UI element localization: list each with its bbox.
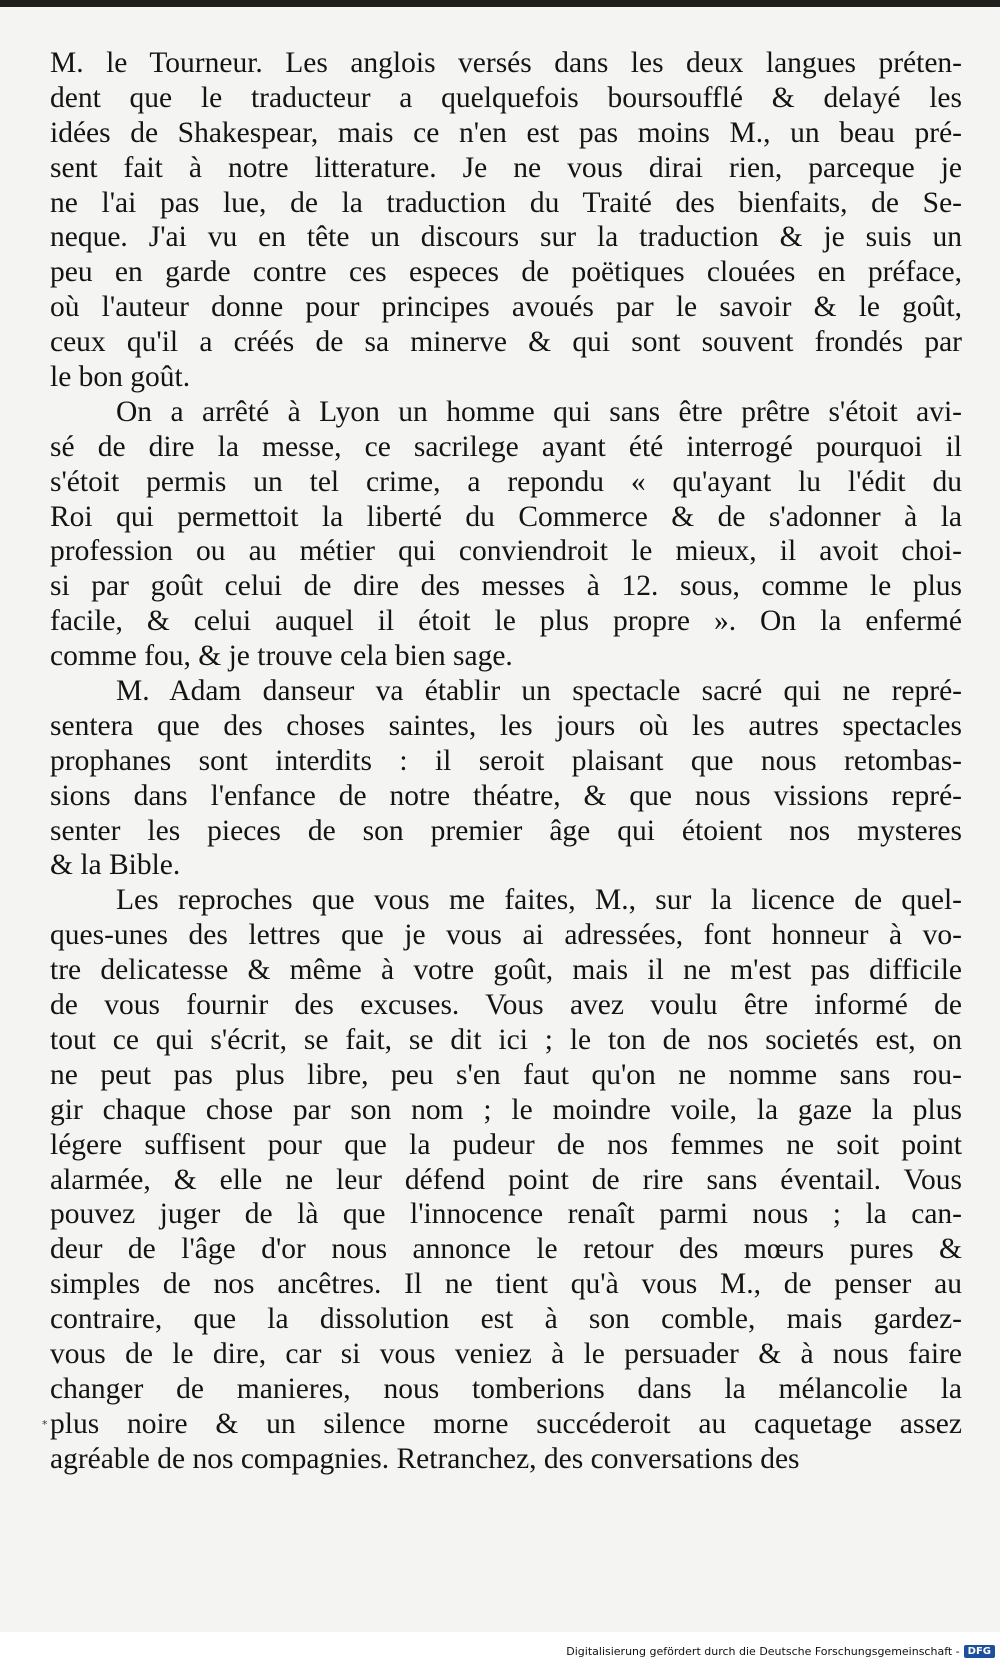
text-line: idées de Shakespear, mais ce n'en est pas moins M., un beau pré- xyxy=(50,116,962,149)
text-line: On a arrêté à Lyon un homme qui sans être prêtre s'étoit avi- xyxy=(116,395,962,428)
text-line: changer de manieres, nous tomberions dans la mélancolie la xyxy=(50,1372,962,1405)
paragraph xyxy=(50,46,962,395)
text-line: plus noire & un silence morne succéderoit au caquetage assez xyxy=(50,1407,962,1440)
text-line: ne l'ai pas lue, de la traduction du Traité des bienfaits, de Se- xyxy=(50,186,962,219)
paragraph xyxy=(50,395,962,674)
text-line: tout ce qui s'écrit, se fait, se dit ici ; le ton de nos societés est, on xyxy=(50,1023,962,1056)
text-line: Les reproches que vous me faites, M., sur la licence de quel- xyxy=(116,884,962,917)
text-line: s'étoit permis un tel crime, a repondu « qu'ayant lu l'édit du xyxy=(50,465,962,498)
text-line: Roi qui permettoit la liberté du Commerce & de s'adonner à la xyxy=(50,500,962,533)
text-line: le bon goût. xyxy=(50,361,191,394)
text-line: de vous fournir des excuses. Vous avez voulu être informé de xyxy=(50,989,962,1022)
text-line: neque. J'ai vu en tête un discours sur la traduction & je suis un xyxy=(50,221,962,254)
text-line: peu en garde contre ces especes de poëtiques clouées en préface, xyxy=(50,256,962,289)
text-line: simples de nos ancêtres. Il ne tient qu'à vous M., de penser au xyxy=(50,1268,962,1301)
text-line: senter les pieces de son premier âge qui étoient nos mysteres xyxy=(50,814,962,847)
text-line: facile, & celui auquel il étoit le plus propre ». On la enfermé xyxy=(50,605,962,638)
text-line: sé de dire la messe, ce sacrilege ayant été interrogé pourquoi il xyxy=(50,430,962,463)
paragraph xyxy=(50,674,962,883)
text-line: gir chaque chose par son nom ; le moindre voile, la gaze la plus xyxy=(50,1093,962,1126)
text-line: prophanes sont interdits : il seroit plaisant que nous retombas- xyxy=(50,744,962,777)
text-line: vous de le dire, car si vous veniez à le persuader & à nous faire xyxy=(50,1337,962,1370)
text-line: ques-unes des lettres que je vous ai adressées, font honneur à vo- xyxy=(50,919,962,952)
text-line: tre delicatesse & même à votre goût, mais il ne m'est pas difficile xyxy=(50,954,962,987)
text-line: deur de l'âge d'or nous annonce le retour des mœurs pures & xyxy=(50,1233,962,1266)
text-line: où l'auteur donne pour principes avoués par le savoir & le goût, xyxy=(50,291,962,324)
text-line: agréable de nos compagnies. Retranchez, des conversations des xyxy=(50,1442,800,1475)
text-line: M. le Tourneur. Les anglois versés dans les deux langues préten- xyxy=(50,47,962,79)
margin-mark: * xyxy=(42,1418,48,1431)
text-line: comme fou, & je trouve cela bien sage. xyxy=(50,640,513,673)
dfg-logo: DFG xyxy=(964,1645,995,1658)
text-line: sions dans l'enfance de notre théatre, & que nous vissions repré- xyxy=(50,779,962,812)
text-line: profession ou au métier qui conviendroit le mieux, il avoit choi- xyxy=(50,535,962,568)
text-line: alarmée, & elle ne leur défend point de rire sans éventail. Vous xyxy=(50,1163,962,1196)
top-edge-rule xyxy=(0,0,1000,7)
paragraph xyxy=(50,883,962,1476)
footer-credit: Digitalisierung gefördert durch die Deutsche Forschungsgemeinschaft - xyxy=(566,1644,960,1658)
text-line: contraire, que la dissolution est à son comble, mais gardez- xyxy=(50,1303,962,1336)
text-line: pouvez juger de là que l'innocence renaît parmi nous ; la can- xyxy=(50,1198,962,1231)
text-line: M. Adam danseur va établir un spectacle sacré qui ne repré- xyxy=(116,675,962,708)
text-line: sentera que des choses saintes, les jours où les autres spectacles xyxy=(50,709,962,742)
text-line: ne peut pas plus libre, peu s'en faut qu'on ne nomme sans rou- xyxy=(50,1058,962,1091)
text-line: & la Bible. xyxy=(50,849,181,882)
text-line: dent que le traducteur a quelquefois boursoufflé & delayé les xyxy=(50,81,962,114)
text-line: sent fait à notre litterature. Je ne vous dirai rien, parceque je xyxy=(50,151,962,184)
text-line: si par goût celui de dire des messes à 12. sous, comme le plus xyxy=(50,570,962,603)
footer xyxy=(566,1640,995,1662)
text-line: légere suffisent pour que la pudeur de nos femmes ne soit point xyxy=(50,1128,962,1161)
body-text xyxy=(50,46,962,1477)
text-line: ceux qu'il a créés de sa minerve & qui sont souvent frondés par xyxy=(50,326,962,359)
